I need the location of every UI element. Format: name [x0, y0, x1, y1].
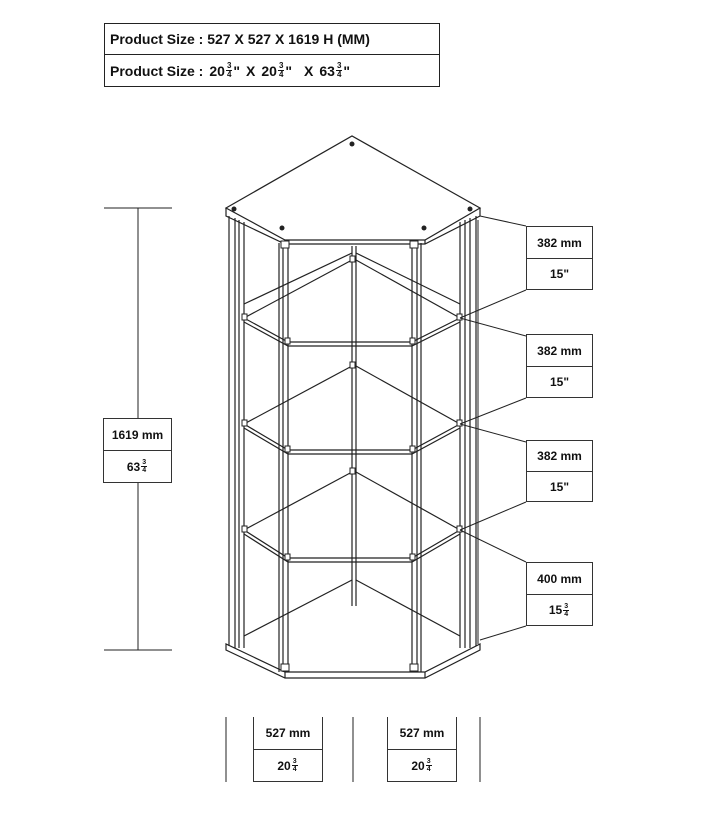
height-label-box [103, 418, 172, 483]
inch-height-whole: 63 [319, 62, 335, 79]
shelf-gap-4-mm: 400 mm [527, 563, 592, 595]
shelf-gap-label-3 [526, 440, 593, 502]
shelf-gap-3-mm: 382 mm [527, 441, 592, 472]
width-label-right [387, 717, 457, 782]
shelf-gap-1-inch: 15" [549, 267, 570, 281]
times-sign: X [304, 62, 314, 79]
inch-width-whole: 20 [209, 62, 225, 79]
product-size-inch-label: Product Size : [110, 62, 204, 79]
shelf-gap-label-2 [526, 334, 593, 398]
inch-depth-whole: 20 [261, 62, 277, 79]
product-size-inch-header: Product Size : 20 $\frac{3}{4}$ " X 20 $\frac{3}{4}$ " X 63 $\frac{3}{4}$ " [104, 54, 440, 87]
shelf-gap-label-1 [526, 226, 593, 290]
inch-depth-fraction: $\frac{3}{4}$ [278, 61, 284, 79]
height-mm: 1619 mm [104, 419, 171, 451]
cabinet-base [226, 644, 480, 678]
inch-width-fraction: $\frac{3}{4}$ [226, 61, 232, 79]
cabinet-top [226, 136, 480, 240]
shelf-gap-2-mm: 382 mm [527, 335, 592, 367]
shelf-gap-4-inch: 15 $\frac{3}{4}$ [548, 602, 569, 618]
shelf-gap-2-inch: 15" [549, 375, 570, 389]
width-left-mm: 527 mm [254, 717, 322, 750]
height-inch: 63 $\frac{3}{4}$ [126, 459, 147, 474]
width-left-inch: 20 $\frac{3}{4}$ [277, 758, 297, 773]
width-right-inch: 20 $\frac{3}{4}$ [411, 758, 431, 773]
shelf-gap-label-4 [526, 562, 593, 626]
product-size-mm-text: Product Size : 527 X 527 X 1619 H (MM) [110, 31, 370, 47]
width-right-mm: 527 mm [388, 717, 456, 750]
inch-height-fraction: $\frac{3}{4}$ [336, 61, 342, 79]
shelf-gap-1-mm: 382 mm [527, 227, 592, 259]
width-label-left [253, 717, 323, 782]
times-sign: X [246, 62, 256, 79]
shelf-gap-3-inch: 15" [549, 479, 570, 494]
